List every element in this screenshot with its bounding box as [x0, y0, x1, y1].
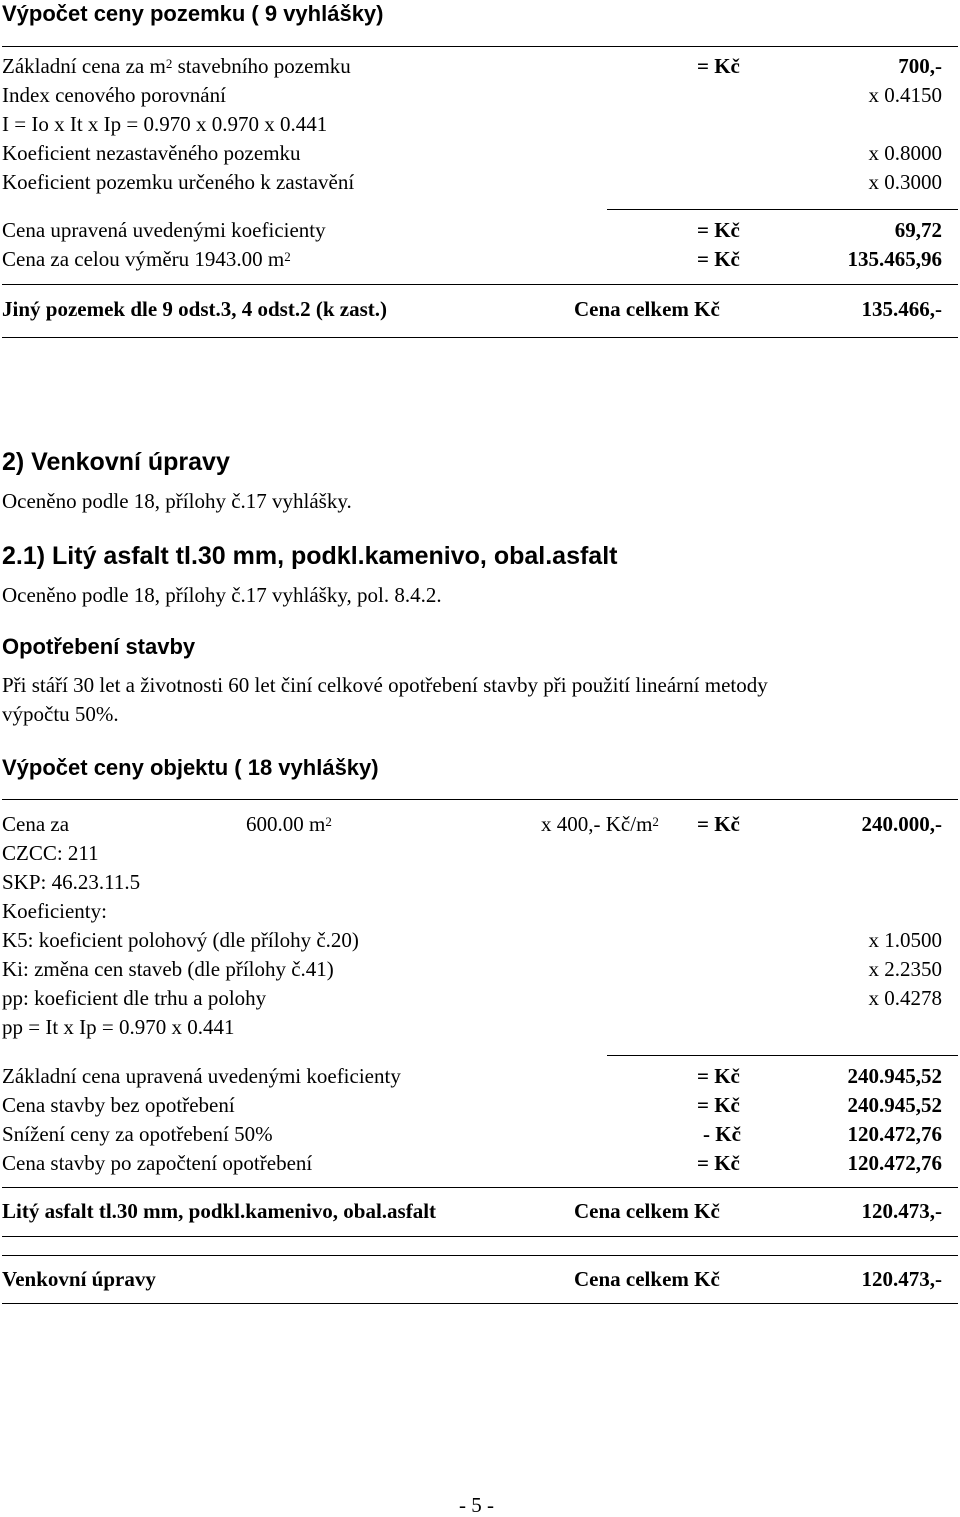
item-total-value: 120.473,- [861, 1199, 942, 1223]
result-row-label: Cena stavby bez opotřebení [2, 1093, 235, 1117]
result-row-op: = Kč [697, 1093, 740, 1117]
land-row-label: Základní cena za $m^2$ stavebního pozemku [2, 54, 351, 78]
land-row-label: Index cenového porovnání [2, 83, 226, 107]
result-row-value: 240.945,52 [847, 1093, 942, 1117]
divider [2, 799, 958, 800]
outdoor-sub-heading: 2.1) Litý asfalt tl.30 mm, podkl.kamenivo, obal.asfalt [2, 542, 618, 570]
wear-heading: Opotřebení stavby [2, 634, 196, 659]
divider [2, 1236, 958, 1237]
wear-text: výpočtu 50%. [2, 702, 119, 726]
divider [2, 1255, 958, 1256]
result-row-op: = Kč [697, 1064, 740, 1088]
land-row-label: Koeficient pozemku určeného k zastavění [2, 170, 355, 194]
divider [2, 284, 958, 285]
land-row-value: x 0.3000 [868, 170, 942, 194]
outdoor-sub-note: Oceněno podle 18, přílohy č.17 vyhlášky, pol. 8.4.2. [2, 583, 442, 607]
land-total-mid: Cena celkem Kč [574, 297, 720, 321]
result-row-op: = Kč [697, 1151, 740, 1175]
section-total-label: Venkovní úpravy [2, 1267, 156, 1291]
price-value: 240.000,- [861, 812, 942, 836]
coef-row-label: K5: koeficient polohový (dle přílohy č.20) [2, 928, 359, 952]
result-row-label: Snížení ceny za opotřebení 50% [2, 1122, 273, 1146]
outdoor-heading: 2) Venkovní úpravy [2, 448, 230, 476]
czcc-code: CZCC: 211 [2, 841, 99, 865]
result-row-label: Základní cena upravená uvedenými koeficienty [2, 1064, 401, 1088]
outdoor-note: Oceněno podle 18, přílohy č.17 vyhlášky. [2, 489, 352, 513]
land-row-value: 700,- [898, 54, 942, 78]
coef-row-value: x 1.0500 [868, 928, 942, 952]
land-row-value: 135.465,96 [847, 247, 942, 271]
divider [2, 337, 958, 338]
price-op: = Kč [697, 812, 740, 836]
land-total-value: 135.466,- [861, 297, 942, 321]
coef-row-label: Ki: změna cen staveb (dle přílohy č.41) [2, 957, 334, 981]
price-rate: x 400,- $Kč/m^2$ [541, 812, 659, 836]
subtotal-line [607, 1055, 958, 1056]
subtotal-line [607, 209, 958, 210]
land-row-label: Cena upravená uvedenými koeficienty [2, 218, 326, 242]
land-row-label: I = Io x It x Ip = 0.970 x 0.970 x 0.441 [2, 112, 328, 136]
land-row-op: = Kč [697, 247, 740, 271]
land-row-label: Cena za celou výměru 1943.00 $m^2$ [2, 247, 291, 271]
coef-row-value: x 0.4278 [868, 986, 942, 1010]
page-number: - 5 - [459, 1493, 494, 1517]
item-total-mid: Cena celkem Kč [574, 1199, 720, 1223]
land-row-label: Koeficient nezastavěného pozemku [2, 141, 301, 165]
land-row-value: 69,72 [894, 218, 942, 242]
land-row-value: x 0.4150 [868, 83, 942, 107]
divider [2, 1187, 958, 1188]
coef-row-label: pp: koeficient dle trhu a polohy [2, 986, 267, 1010]
coef-row-value: x 2.2350 [868, 957, 942, 981]
land-row-value: x 0.8000 [868, 141, 942, 165]
calc-heading: Výpočet ceny objektu ( 18 vyhlášky) [2, 755, 379, 780]
result-row-value: 240.945,52 [847, 1064, 942, 1088]
wear-text: Při stáří 30 let a životnosti 60 let činí celkové opotřebení stavby při použití lineární metody [2, 673, 768, 697]
coef-row-label: pp = It x Ip = 0.970 x 0.441 [2, 1015, 235, 1039]
price-area: 600.00 $m^2$ [246, 812, 332, 836]
land-heading: Výpočet ceny pozemku ( 9 vyhlášky) [2, 1, 384, 26]
price-label: Cena za [2, 812, 70, 836]
divider [2, 1303, 958, 1304]
section-total-value: 120.473,- [861, 1267, 942, 1291]
result-row-value: 120.472,76 [847, 1151, 942, 1175]
result-row-label: Cena stavby po započtení opotřebení [2, 1151, 313, 1175]
section-total-mid: Cena celkem Kč [574, 1267, 720, 1291]
divider [2, 46, 958, 47]
land-row-op: = Kč [697, 54, 740, 78]
result-row-value: 120.472,76 [847, 1122, 942, 1146]
item-total-label: Litý asfalt tl.30 mm, podkl.kamenivo, obal.asfalt [2, 1199, 437, 1223]
land-row-op: = Kč [697, 218, 740, 242]
skp-code: SKP: 46.23.11.5 [2, 870, 141, 894]
result-row-op: - Kč [703, 1122, 741, 1146]
land-total-label: Jiný pozemek dle 9 odst.3, 4 odst.2 (k zast.) [2, 297, 388, 321]
coef-label: Koeficienty: [2, 899, 107, 923]
